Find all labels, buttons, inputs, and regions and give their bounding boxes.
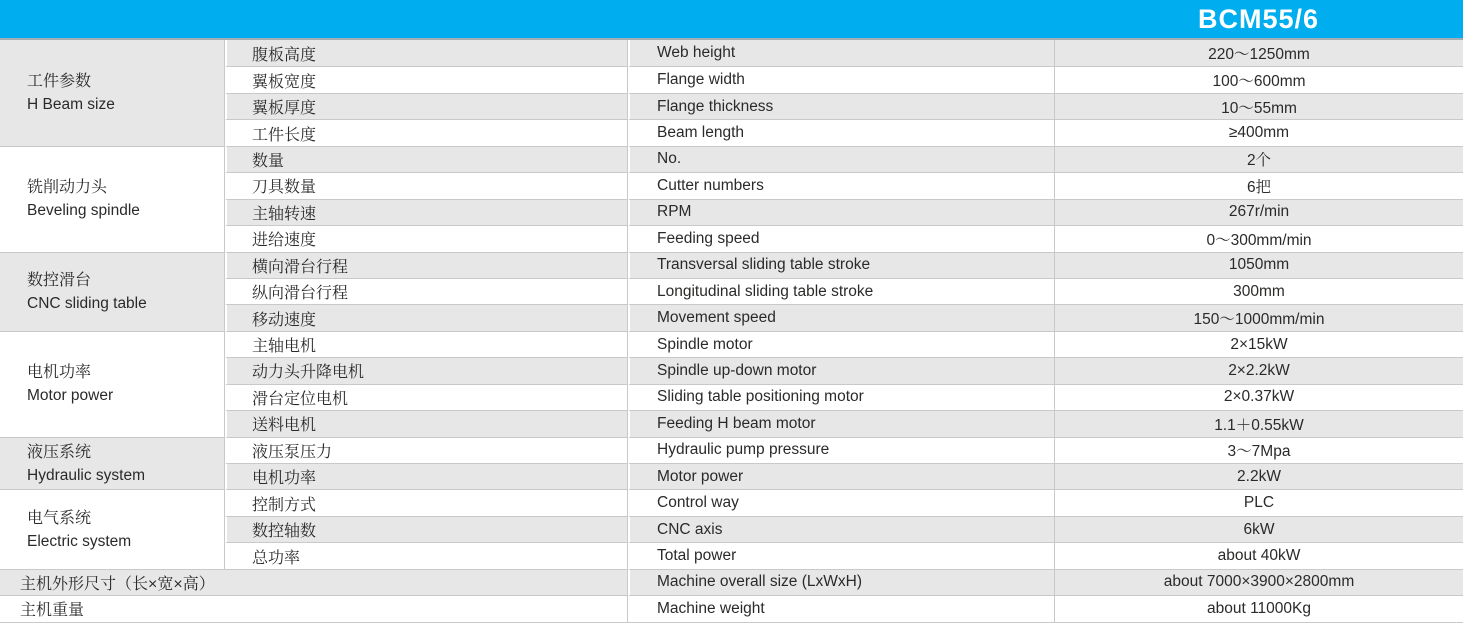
value-cell: 2×0.37kW bbox=[1054, 384, 1463, 410]
param-cn-cell: 动力头升降电机 bbox=[225, 357, 628, 383]
group-en-label: Beveling spindle bbox=[27, 202, 140, 220]
param-cn-cell: 刀具数量 bbox=[225, 172, 628, 198]
param-en-cell: Cutter numbers bbox=[628, 172, 1054, 198]
param-cn-cell: 移动速度 bbox=[225, 304, 628, 330]
group-cell bbox=[0, 252, 225, 331]
group-cn-label: 电气系统 bbox=[27, 509, 92, 527]
group-cn-label: 液压系统 bbox=[27, 443, 92, 461]
param-en-cell: Spindle up-down motor bbox=[628, 357, 1054, 383]
param-en-cell: Transversal sliding table stroke bbox=[628, 252, 1054, 278]
group-en-label: Electric system bbox=[27, 532, 132, 550]
value-cell: 10～55mm bbox=[1054, 93, 1463, 119]
param-en-cell: Longitudinal sliding table stroke bbox=[628, 278, 1054, 304]
param-en-cell: Hydraulic pump pressure bbox=[628, 437, 1054, 463]
span-label-cell: 主机外形尺寸（长×宽×高） bbox=[0, 569, 628, 595]
group-en-label: CNC sliding table bbox=[27, 294, 147, 312]
model-title: BCM55/6 bbox=[1197, 3, 1320, 34]
param-en-cell: Web height bbox=[628, 40, 1054, 66]
group-cell bbox=[0, 437, 225, 490]
param-en-cell: Control way bbox=[628, 489, 1054, 515]
group-cell bbox=[0, 40, 225, 146]
param-cn-cell: 主轴电机 bbox=[225, 331, 628, 357]
value-cell: 2个 bbox=[1054, 146, 1463, 172]
param-en-cell: Flange width bbox=[628, 66, 1054, 92]
param-cn-cell: 翼板宽度 bbox=[225, 66, 628, 92]
value-cell: 6kW bbox=[1054, 516, 1463, 542]
value-cell: 267r/min bbox=[1054, 199, 1463, 225]
span-label-cell: 主机重量 bbox=[0, 595, 628, 621]
param-en-cell: Sliding table positioning motor bbox=[628, 384, 1054, 410]
group-cell bbox=[0, 146, 225, 252]
param-cn-cell: 总功率 bbox=[225, 542, 628, 568]
param-cn-cell: 进给速度 bbox=[225, 225, 628, 251]
value-cell: ≥400mm bbox=[1054, 119, 1463, 145]
value-cell: 1050mm bbox=[1054, 252, 1463, 278]
param-en-cell: Spindle motor bbox=[628, 331, 1054, 357]
group-cn-label: 工件参数 bbox=[27, 72, 92, 90]
param-en-cell: Machine weight bbox=[628, 595, 1054, 621]
value-cell: 1.1＋0.55kW bbox=[1054, 410, 1463, 436]
spec-table bbox=[0, 38, 1463, 623]
param-en-cell: Feeding speed bbox=[628, 225, 1054, 251]
param-cn-cell: 数控轴数 bbox=[225, 516, 628, 542]
param-cn-cell: 腹板高度 bbox=[225, 40, 628, 66]
group-en-label: H Beam size bbox=[27, 95, 115, 113]
param-cn-cell: 工件长度 bbox=[225, 119, 628, 145]
param-cn-cell: 送料电机 bbox=[225, 410, 628, 436]
param-en-cell: Motor power bbox=[628, 463, 1054, 489]
group-en-label: Motor power bbox=[27, 387, 114, 405]
param-en-cell: RPM bbox=[628, 199, 1054, 225]
param-en-cell: No. bbox=[628, 146, 1054, 172]
param-cn-cell: 纵向滑台行程 bbox=[225, 278, 628, 304]
param-cn-cell: 数量 bbox=[225, 146, 628, 172]
value-cell: 220～1250mm bbox=[1054, 40, 1463, 66]
param-cn-cell: 电机功率 bbox=[225, 463, 628, 489]
group-cn-label: 电机功率 bbox=[27, 364, 92, 382]
group-cell bbox=[0, 331, 225, 437]
group-cell bbox=[0, 489, 225, 568]
value-cell: 0～300mm/min bbox=[1054, 225, 1463, 251]
param-cn-cell: 横向滑台行程 bbox=[225, 252, 628, 278]
param-cn-cell: 翼板厚度 bbox=[225, 93, 628, 119]
param-en-cell: Flange thickness bbox=[628, 93, 1054, 119]
value-cell: about 40kW bbox=[1054, 542, 1463, 568]
group-cn-label: 铣削动力头 bbox=[27, 179, 108, 197]
value-cell: PLC bbox=[1054, 489, 1463, 515]
value-cell: about 7000×3900×2800mm bbox=[1054, 569, 1463, 595]
param-en-cell: Beam length bbox=[628, 119, 1054, 145]
param-cn-cell: 主轴转速 bbox=[225, 199, 628, 225]
value-cell: 100～600mm bbox=[1054, 66, 1463, 92]
value-cell: 2×2.2kW bbox=[1054, 357, 1463, 383]
param-cn-cell: 控制方式 bbox=[225, 489, 628, 515]
value-cell: 300mm bbox=[1054, 278, 1463, 304]
value-cell: 6把 bbox=[1054, 172, 1463, 198]
group-en-label: Hydraulic system bbox=[27, 466, 145, 484]
param-en-cell: Movement speed bbox=[628, 304, 1054, 330]
value-cell: 2×15kW bbox=[1054, 331, 1463, 357]
value-cell: 3～7Mpa bbox=[1054, 437, 1463, 463]
group-cn-label: 数控滑台 bbox=[27, 271, 92, 289]
param-en-cell: Total power bbox=[628, 542, 1054, 568]
param-en-cell: Feeding H beam motor bbox=[628, 410, 1054, 436]
param-cn-cell: 滑台定位电机 bbox=[225, 384, 628, 410]
param-en-cell: CNC axis bbox=[628, 516, 1054, 542]
param-cn-cell: 液压泵压力 bbox=[225, 437, 628, 463]
header-bar bbox=[0, 0, 1463, 38]
value-cell: 150～1000mm/min bbox=[1054, 304, 1463, 330]
value-cell: about 11000Kg bbox=[1054, 595, 1463, 621]
param-en-cell: Machine overall size (LxWxH) bbox=[628, 569, 1054, 595]
value-cell: 2.2kW bbox=[1054, 463, 1463, 489]
